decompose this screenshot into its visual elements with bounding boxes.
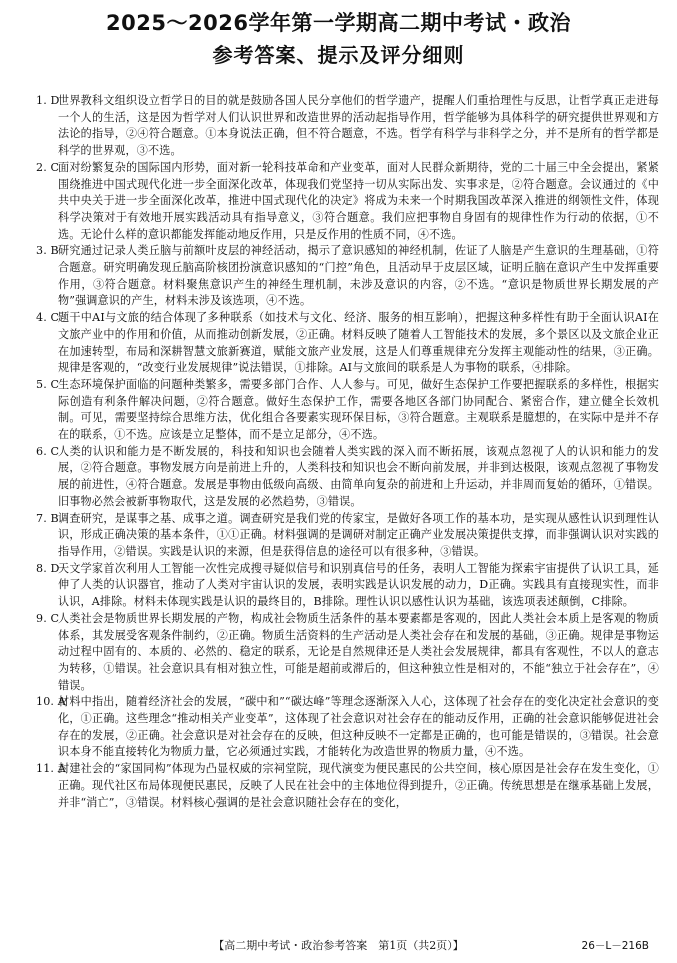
answer-number: 9. C <box>36 611 60 625</box>
answer-item-10 <box>36 694 659 761</box>
answer-number: 6. C <box>36 444 60 458</box>
answer-explanation: 研究通过记录人类丘脑与前额叶皮层的神经活动，揭示了意识感知的神经机制，佐证了人脑是产生意识的生理基础，①符合题意。研究明确发现丘脑高阶核团扮演意识感知的“门控”角色，且活动早于皮层区域，证明丘脑在意识产生中发挥重要作用，③符合题意。材料聚焦意识产生的神经生理机制，未涉及意识的内容，②不选。“意识是物质世界长期发展的产物”强调意识的产生，材料未涉及该选项，④不选。 <box>58 244 659 308</box>
answer-number: 10. A <box>36 695 66 709</box>
answer-number: 1. D <box>36 94 60 107</box>
answer-number: 4. C <box>36 311 60 325</box>
page-subtitle: 参考答案、提示及评分细则 <box>212 43 465 67</box>
footer-paper-code: 26－L－216B <box>581 940 649 952</box>
answer-number: 11. A <box>36 762 66 776</box>
answer-explanation: 封建社会的“家国同构”体现为凸显权威的宗祠堂院，现代演变为便民惠民的公共空间，核心原因是社会存在发生变化，①正确。现代社区布局体现便民惠民，反映了人民在社会中的主体地位得到提升，②正确。传统思想是在继承基础上发展，并非“消亡”，③错误。材料核心强调的是社会意识随社会存在的变化， <box>58 762 659 809</box>
answer-item-3 <box>36 243 659 310</box>
answer-item-8 <box>36 561 659 611</box>
footer-page-info: 【高二期中考试・政治参考答案 第1页（共2页）】 <box>213 939 464 952</box>
answer-item-6 <box>36 444 659 511</box>
answer-explanation: 材料中指出，随着经济社会的发展，“碳中和”“碳达峰”等理念逐渐深入人心，这体现了社会存在的变化决定社会意识的变化，①正确。这些理念“推动相关产业变革”，这体现了社会意识对社会存在的能动反作用，正确的社会意识能够促进社会存在的发展，②正确。社会意识是对社会存在的反映，但这种反映不一定都是正确的，也可能是错误的，③错误。社会意识本身不能直接转化为物质力量，它必须通过实践，才能转化为改造世界的物质力量，④不选。 <box>58 695 659 759</box>
answer-number: 7. B <box>36 511 59 525</box>
answer-explanation: 天文学家首次利用人工智能一次性完成搜寻疑似信号和识别真信号的任务，表明人工智能为探索宇宙提供了认识工具，延伸了人类的认识器官，推动了人类对宇宙认识的发展，表明实践是认识发展的动力，D正确。实践具有直接现实性，而非认识，A排除。材料未体现实践是认识的最终目的，B排除。理性认识以感性认识为基础，该选项表述颠倒，C排除。 <box>58 561 659 609</box>
answer-explanation: 人类社会是物质世界长期发展的产物，构成社会物质生活条件的基本要素都是客观的，因此人类社会本质上是客观的物质体系，其发展受客观条件制约，②正确。物质生活资料的生产活动是人类社会存在和发展的基础，③正确。规律是事物运动过程中固有的、本质的、必然的、稳定的联系，无论是自然规律还是人类社会发展规律，都具有客观性，不以人的意志为转移，①错误。社会意识具有相对独立性，可能是超前或滞后的，但这种独立性是相对的，不能“独立于社会存在”，④错误。 <box>58 611 659 692</box>
answer-number: 5. C <box>36 377 60 391</box>
answer-explanation: 面对纷繁复杂的国际国内形势，面对新一轮科技革命和产业变革，面对人民群众新期待，党的二十届三中全会提出，紧紧围绕推进中国式现代化进一步全面深化改革，体现我们党坚持一切从实际出发、实事求是，②符合题意。会议通过的《中共中央关于进一步全面深化改革，推进中国式现代化的决定》将成为未来一个时期我国改革深入推进的纲领性文件，体现科学决策对于有效地开展实践活动具有指导意义，③符合题意。我们应把事物自身固有的规律性作为行动的依据，①不选。无论什么样的意识都能发挥能动地反作用，只是反作用的性质不同，④不选。 <box>58 160 659 241</box>
answer-explanation: 题干中AI与文旅的结合体现了多种联系（如技术与文化、经济、服务的相互影响），把握这种多样性有助于全面认识AI在文旅产业中的作用和价值，从而推动创新发展，②正确。材料反映了随着人工智能技术的发展，多个景区以及文旅企业正在加速转型，布局和深耕智慧文旅新赛道，赋能文旅产业发展，这是人们尊重规律充分发挥主观能动性的结果，③正确。规律是客观的，“改变行业发展规律”说法错误，①排除。AI与文旅间的联系是人为事物的联系，④排除。 <box>58 311 659 375</box>
answer-item-4 <box>36 310 659 377</box>
answer-explanation: 世界教科文组织设立哲学日的目的就是鼓励各国人民分享他们的哲学遗产，提醒人们重拾理性与反思，让哲学真正走进每一个人的生活，这是因为哲学对人们认识世界和改造世界的活动起指导作用，哲学能够为具体科学的研究提供世界观和方法论的指导，②④符合题意。①本身说法正确，但不符合题意，不选。哲学有科学与非科学之分，并不是所有的哲学都是科学的世界观，③不选。 <box>58 94 659 158</box>
page-footer <box>0 938 677 954</box>
answer-item-5 <box>36 377 659 444</box>
answer-item-1 <box>36 93 659 160</box>
answer-number: 8. D <box>36 561 60 575</box>
answer-number: 3. B <box>36 244 59 258</box>
page-title: 2025～2026学年第一学期高二期中考试・政治 <box>106 11 571 35</box>
answer-item-11 <box>36 761 659 811</box>
answer-explanation: 生态环境保护面临的问题种类繁多，需要多部门合作、人人参与。可见，做好生态保护工作要把握联系的多样性，根据实际创造有利条件解决问题，②符合题意。做好生态保护工作，需要各地区各部门协同配合、紧密合作，建立健全长效机制。可见，需要坚持综合思维方法，优化组合各要素实现环保目标，③符合题意。主观联系是臆想的，在实际中是并不存在的联系，①不选。应该是立足整体，而不是立足部分，④不选。 <box>58 377 659 442</box>
answer-number: 2. C <box>36 160 60 174</box>
answer-explanation: 人类的认识和能力是不断发展的，科技和知识也会随着人类实践的深入而不断拓展，该观点忽视了人的认识和能力的发展，②符合题意。事物发展方向是前进上升的，人类科技和知识也会不断向前发展，并非到达极限，该观点忽视了事物发展的前进性，④符合题意。发展是事物由低级向高级、由简单向复杂的前进和上升运动，并非周而复始的循环，①错误。旧事物必然会被新事物取代，这是发展的必然趋势，③错误。 <box>58 444 659 508</box>
answer-list <box>36 93 659 811</box>
answer-item-7 <box>36 511 659 561</box>
answer-explanation: 调查研究，是谋事之基、成事之道。调查研究是我们党的传家宝，是做好各项工作的基本功，是实现从感性认识到理性认识，形成正确决策的基本条件，①①正确。材料强调的是调研对制定正确产业发展决策提供支撑，而非强调认识对实践的指导作用，②错误。实践是认识的来源，但是获得信息的途径可以有很多种，③错误。 <box>58 511 659 558</box>
answer-item-9 <box>36 611 659 695</box>
answer-item-2 <box>36 160 659 244</box>
